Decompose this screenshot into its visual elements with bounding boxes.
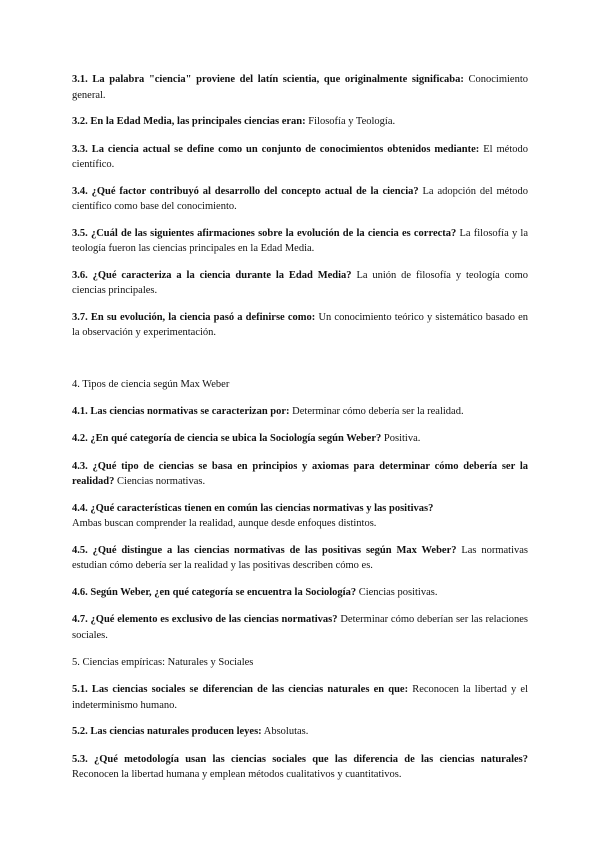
question-3-7 (72, 310, 528, 341)
document-content (72, 72, 528, 783)
answer-text: Reconocen la libertad humana y emplean métodos cualitativos y cuantitativos. (72, 769, 402, 780)
question-5-1 (72, 682, 528, 713)
answer-text: Conocimiento general. (72, 74, 529, 101)
question-text: 3.6. ¿Qué caracteriza a la ciencia durante la Edad Media? (72, 269, 352, 281)
section-4-heading: 4. Tipos de ciencia según Max Weber (72, 378, 230, 390)
question-4-3 (72, 459, 528, 490)
answer-text: La adopción del método científico como base del conocimiento. (72, 185, 529, 212)
question-3-3 (72, 142, 528, 173)
question-5-2 (72, 724, 528, 740)
answer-text: Reconocen la libertad y el indeterminismo humano. (72, 684, 528, 711)
answer-text: Las normativas estudian cómo debería ser la realidad y las positivas describen cómo es. (72, 544, 528, 571)
question-text: 4.2. ¿En qué categoría de ciencia se ubica la Sociología según Weber? (72, 433, 382, 444)
question-text: 3.1. La palabra "ciencia" proviene del latín scientia, que originalmente significaba: (72, 74, 464, 85)
question-text: 5.3. ¿Qué metodología usan las ciencias sociales que las diferencia de las ciencias naturales? (72, 753, 528, 765)
question-text: 4.6. Según Weber, ¿en qué categoría se encuentra la Sociología? (72, 586, 357, 598)
answer-text: El método científico. (72, 143, 529, 170)
question-3-6 (72, 268, 528, 299)
answer-text: La unión de filosofía y teología como ciencias principales. (72, 269, 529, 296)
answer-text: Ambas buscan comprender la realidad, aunque desde enfoques distintos. (72, 518, 377, 529)
answer-text: Ciencias normativas. (117, 476, 206, 487)
question-5-3 (72, 752, 528, 783)
question-text: 3.7. En su evolución, la ciencia pasó a definirse como: (72, 311, 316, 323)
question-3-1 (72, 72, 528, 103)
question-4-6 (72, 585, 528, 601)
section-5-heading: 5. Ciencias empíricas: Naturales y Sociales (72, 657, 254, 668)
question-text: 4.4. ¿Qué características tienen en común las ciencias normativas y las positivas? (72, 502, 434, 514)
question-3-4 (72, 184, 528, 215)
question-text: 3.4. ¿Qué factor contribuyó al desarrollo del concepto actual de la ciencia? (72, 185, 419, 197)
question-3-2 (72, 114, 528, 130)
question-3-5 (72, 226, 528, 257)
question-text: 4.3. ¿Qué tipo de ciencias se basa en principios y axiomas para determinar cómo debería ser la realidad? (72, 460, 528, 487)
answer-text: Positiva. (383, 433, 421, 444)
answer-text: Determinar cómo debería ser la realidad. (292, 405, 464, 417)
question-text: 3.5. ¿Cuál de las siguientes afirmaciones sobre la evolución de la ciencia es correcta? (72, 227, 457, 239)
question-4-1 (72, 404, 528, 420)
question-text: 4.7. ¿Qué elemento es exclusivo de las ciencias normativas? (72, 614, 338, 625)
answer-text: Absolutas. (263, 726, 309, 737)
question-text: 5.2. Las ciencias naturales producen leyes: (72, 726, 262, 737)
answer-text: Ciencias positivas. (358, 586, 438, 598)
answer-text: Un conocimiento teórico y sistemático basado en la observación y experimentación. (72, 311, 529, 338)
question-4-4 (72, 501, 528, 532)
question-text: 3.3. La ciencia actual se define como un conjunto de conocimientos obtenidos mediante: (72, 143, 480, 155)
question-text: 4.5. ¿Qué distingue a las ciencias normativas de las positivas según Max Weber? (72, 544, 457, 556)
question-4-5 (72, 543, 528, 574)
question-4-2 (72, 431, 528, 447)
question-text: 4.1. Las ciencias normativas se caracterizan por: (72, 405, 290, 417)
question-4-7 (72, 612, 528, 643)
answer-text: Filosofía y Teología. (308, 116, 396, 127)
question-text: 3.2. En la Edad Media, las principales ciencias eran: (72, 116, 306, 127)
question-text: 5.1. Las ciencias sociales se diferencian de las ciencias naturales en que: (72, 684, 409, 695)
answer-text: Determinar cómo deberían ser las relaciones sociales. (72, 614, 529, 641)
answer-text: La filosofía y la teología fueron las ciencias principales en la Edad Media. (72, 227, 528, 254)
